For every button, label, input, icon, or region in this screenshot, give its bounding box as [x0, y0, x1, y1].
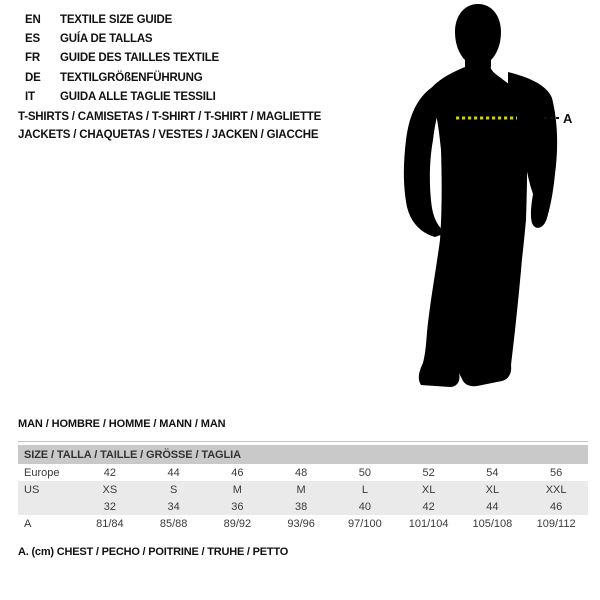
language-label: GUÍA DE TALLAS [60, 33, 153, 46]
language-row-fr [25, 49, 219, 68]
value-cell: XS [78, 481, 142, 498]
chest-marker-label: A [563, 111, 573, 126]
value-cell: 32 [78, 498, 142, 515]
man-figure [396, 2, 592, 394]
language-label: GUIDA ALLE TAGLIE TESSILI [60, 90, 216, 103]
value-cell: 38 [269, 498, 333, 515]
table-row-us [18, 481, 588, 498]
value-cell: 40 [333, 498, 397, 515]
value-cell: 81/84 [96, 517, 124, 530]
value-cell: 50 [358, 466, 371, 479]
value-cell: 105/108 [472, 517, 513, 530]
value-cell: L [333, 481, 397, 498]
value-cell: 44 [167, 466, 180, 479]
row-label [18, 498, 78, 515]
value-cell: 46 [231, 466, 244, 479]
value-cell: M [206, 481, 270, 498]
value-cell: 52 [422, 466, 435, 479]
garment-categories [18, 108, 321, 144]
table-row-us-numeric [18, 498, 588, 515]
table-header-row [18, 445, 588, 464]
value-cell: 46 [524, 498, 588, 515]
language-label: TEXTILGRÖßENFÜHRUNG [60, 71, 203, 84]
value-cell: M [269, 481, 333, 498]
language-code: DE [25, 71, 41, 84]
value-cell: 36 [206, 498, 270, 515]
value-cell: 42 [397, 498, 461, 515]
value-cell: XL [397, 481, 461, 498]
value-cell: 101/104 [408, 517, 449, 530]
language-row-de [25, 69, 219, 88]
section-heading-man: MAN / HOMBRE / HOMME / MANN / MAN [18, 418, 226, 430]
value-cell: XL [461, 481, 525, 498]
measurement-note: A. (cm) CHEST / PECHO / POITRINE / TRUHE / PETTO [18, 546, 289, 558]
language-code: IT [25, 90, 35, 103]
category-line-jackets: JACKETS / CHAQUETAS / VESTES / JACKEN / GIACCHE [18, 129, 319, 141]
value-cell: 34 [142, 498, 206, 515]
value-cell: 89/92 [223, 517, 252, 530]
language-code: FR [25, 52, 40, 65]
value-cell: 44 [461, 498, 525, 515]
value-cell: 56 [550, 466, 563, 479]
language-row-es [25, 30, 219, 49]
language-label: TEXTILE SIZE GUIDE [60, 14, 173, 26]
value-cell: 109/112 [536, 517, 576, 530]
value-cell: 42 [103, 466, 116, 479]
category-line-tshirts: T-SHIRTS / CAMISETAS / T-SHIRT / T-SHIRT / MAGLIETTE [18, 111, 322, 123]
language-row-it [25, 88, 219, 107]
man-silhouette-svg [396, 2, 592, 394]
value-cell: 97/100 [348, 517, 382, 530]
value-cell: 85/88 [159, 517, 188, 530]
row-label: A [24, 517, 32, 530]
size-table-section [18, 441, 588, 532]
language-code: ES [25, 33, 40, 46]
table-row-europe [18, 464, 588, 481]
language-label: GUIDE DES TAILLES TEXTILE [60, 52, 219, 65]
man-silhouette-body [419, 4, 527, 387]
value-cell: 48 [295, 466, 308, 479]
language-row-en [25, 11, 219, 30]
table-header: SIZE / TALLA / TAILLE / GRÖSSE / TAGLIA [18, 445, 588, 464]
language-code: EN [25, 14, 41, 26]
size-table [18, 445, 588, 532]
language-list [25, 11, 219, 107]
value-cell: 54 [486, 466, 499, 479]
value-cell: 93/96 [287, 517, 315, 530]
value-cell: XXL [524, 481, 588, 498]
row-label: US [18, 481, 78, 498]
row-label: Europe [24, 466, 60, 479]
value-cell: S [142, 481, 206, 498]
table-row-chest-a [18, 515, 588, 532]
table-top-divider [18, 441, 588, 442]
